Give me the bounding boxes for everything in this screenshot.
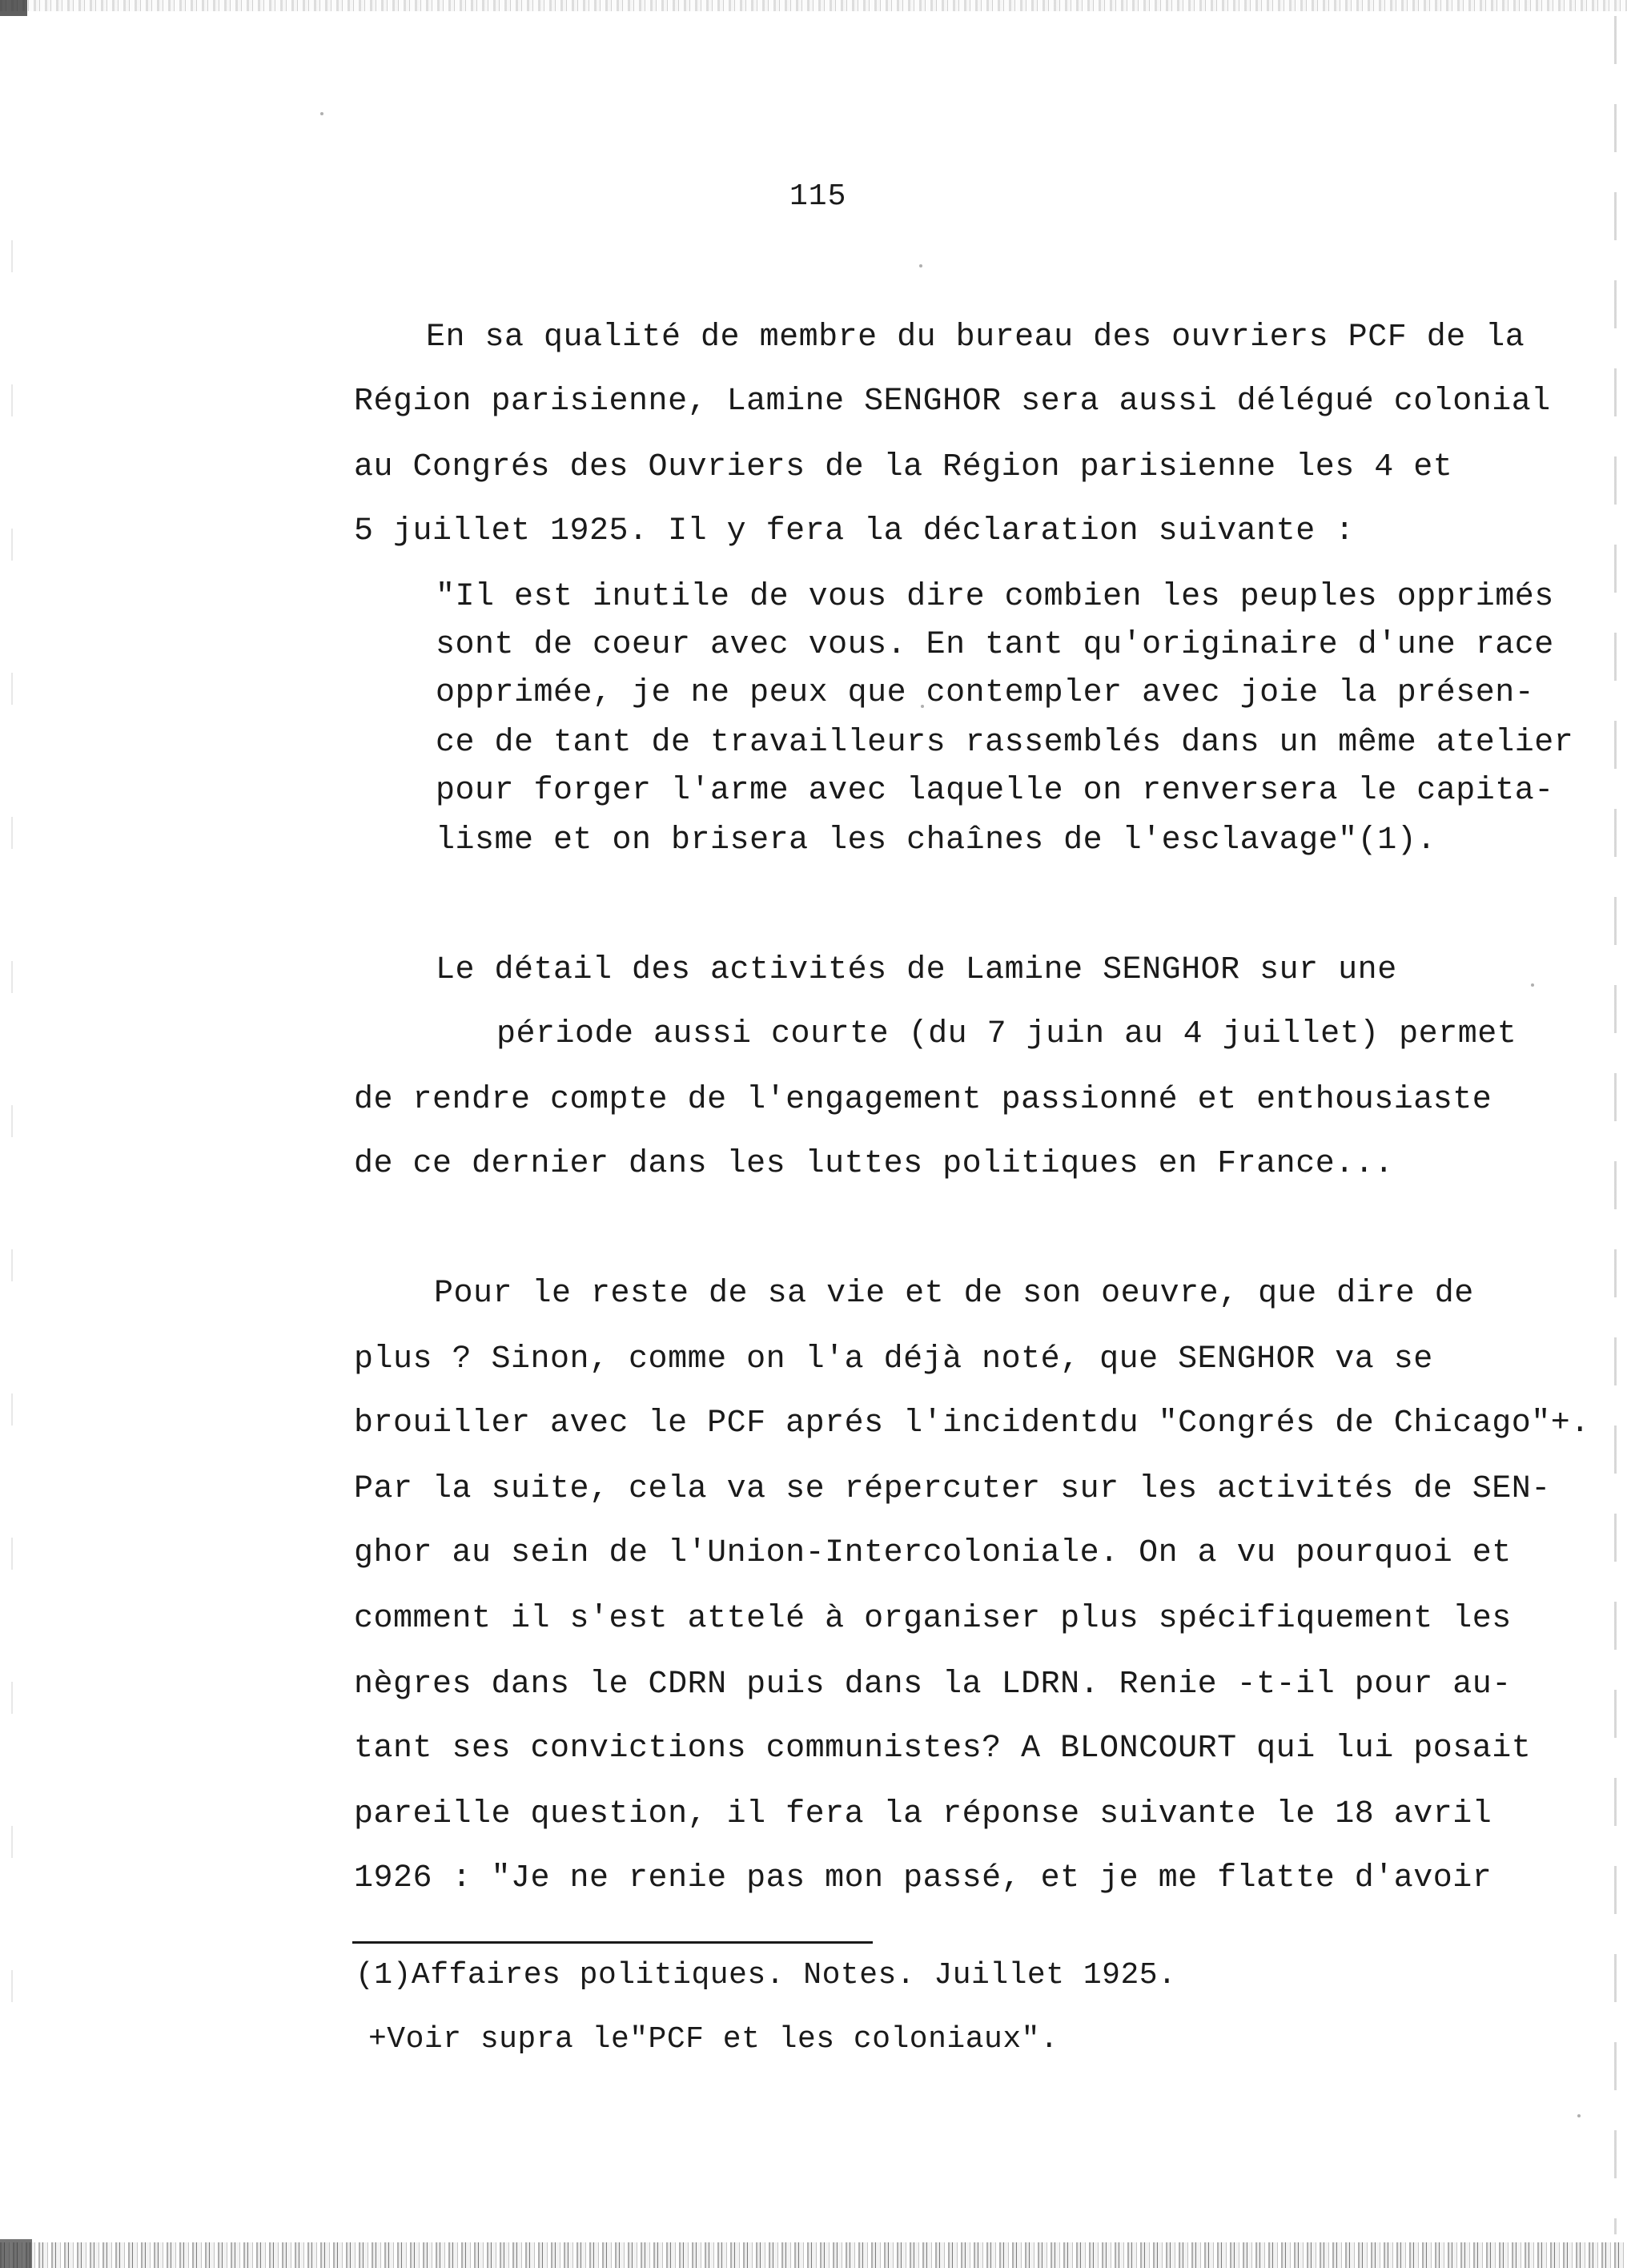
text-line: ghor au sein de l'Union-Intercoloniale. On a vu pourquoi et: [354, 1535, 1512, 1571]
text-line: En sa qualité de membre du bureau des ouvriers PCF de la: [426, 320, 1525, 356]
quote-line: "Il est inutile de vous dire combien les peuples opprimés: [436, 579, 1554, 615]
text-line: tant ses convictions communistes? A BLONCOURT qui lui posait: [354, 1731, 1532, 1767]
text-line: Pour le reste de sa vie et de son oeuvre, que dire de: [434, 1276, 1474, 1312]
text-line: Par la suite, cela va se répercuter sur les activités de SEN-: [354, 1471, 1551, 1507]
quote-line: pour forger l'arme avec laquelle on renversera le capita-: [436, 773, 1554, 809]
text-line: pareille question, il fera la réponse suivante le 18 avril: [354, 1796, 1492, 1832]
scan-speck: [1577, 2114, 1581, 2117]
quote-line: sont de coeur avec vous. En tant qu'originaire d'une race: [436, 627, 1554, 663]
text-line: comment il s'est attelé à organiser plus spécifiquement les: [354, 1601, 1512, 1637]
text-line: au Congrés des Ouvriers de la Région parisienne les 4 et: [354, 449, 1453, 485]
text-line: 5 juillet 1925. Il y fera la déclaration suivante :: [354, 513, 1355, 549]
scan-artifact-corner: [0, 0, 27, 16]
quote-line: lisme et on brisera les chaînes de l'esclavage"(1).: [436, 822, 1436, 859]
scan-artifact-left-edge: [11, 240, 13, 2002]
quote-line: opprimée, je ne peux que contempler avec joie la présen-: [436, 675, 1535, 711]
text-line: Le détail des activités de Lamine SENGHOR sur une: [436, 952, 1397, 988]
text-line: 1926 : "Je ne renie pas mon passé, et je me flatte d'avoir: [354, 1860, 1492, 1896]
text-line: brouiller avec le PCF aprés l'incidentdu "Congrés de Chicago"+.: [354, 1405, 1590, 1442]
scan-artifact-right-edge: [1614, 16, 1617, 2234]
text-line: plus ? Sinon, comme on l'a déjà noté, que SENGHOR va se: [354, 1341, 1433, 1377]
text-line: période aussi courte (du 7 juin au 4 juillet) permet: [496, 1016, 1517, 1052]
footnote-2: +Voir supra le"PCF et les coloniaux".: [368, 2022, 1059, 2057]
footnote-divider: [352, 1941, 873, 1944]
quote-line: ce de tant de travailleurs rassemblés dans un même atelier: [436, 725, 1574, 761]
scan-artifact-bottom: [0, 2242, 1627, 2268]
footnote-1: (1)Affaires politiques. Notes. Juillet 1925.: [356, 1958, 1177, 1993]
scan-artifact-top: [0, 0, 1627, 11]
page-number: 115: [789, 179, 847, 214]
scan-speck: [320, 112, 323, 115]
scan-speck: [1531, 983, 1534, 987]
text-line: de ce dernier dans les luttes politiques en France...: [354, 1146, 1394, 1182]
text-line: nègres dans le CDRN puis dans la LDRN. Renie -t-il pour au-: [354, 1667, 1512, 1703]
text-line: Région parisienne, Lamine SENGHOR sera aussi délégué colonial: [354, 384, 1551, 420]
scan-speck: [919, 264, 922, 267]
text-line: de rendre compte de l'engagement passionné et enthousiaste: [354, 1082, 1492, 1118]
scan-artifact-bottom-corner: [0, 2239, 32, 2268]
